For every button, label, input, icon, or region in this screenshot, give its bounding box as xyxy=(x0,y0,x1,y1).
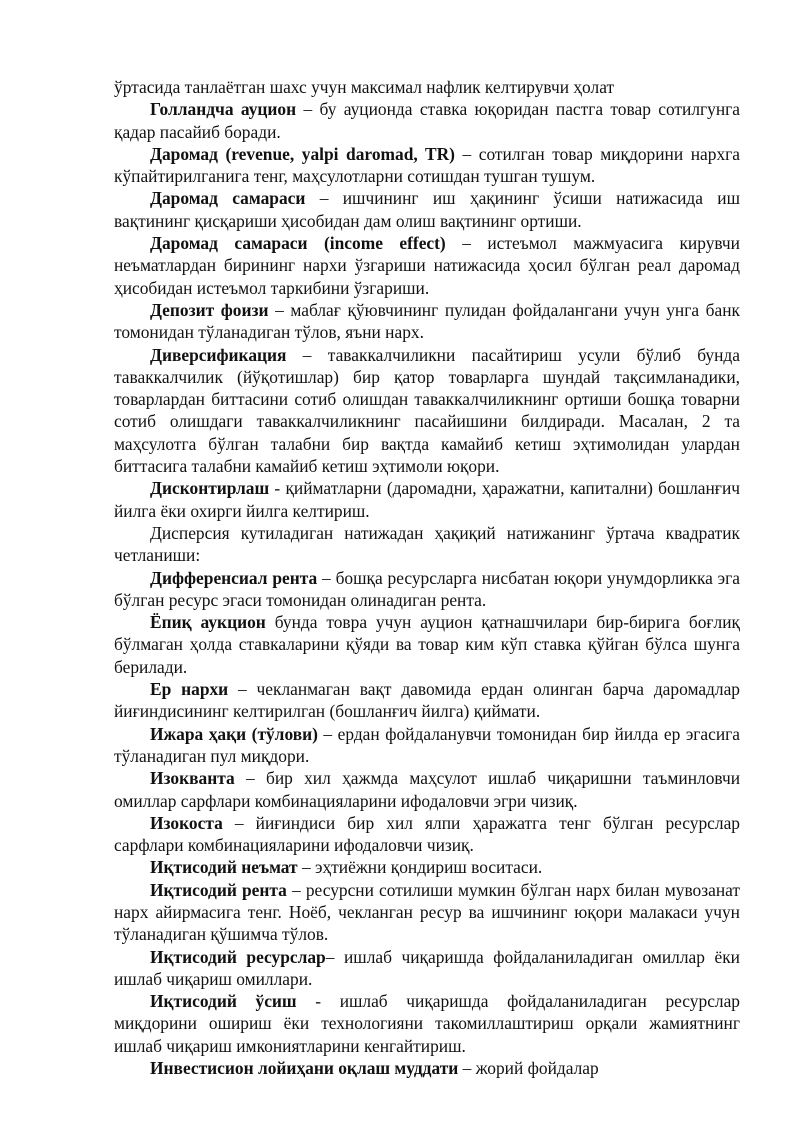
entry-term: Ёпиқ аукцион xyxy=(150,612,266,633)
entry-term: Даромад (revenue, yalpi daromad, TR) xyxy=(150,143,455,164)
entry-term: Иқтисодий неъмат xyxy=(150,857,298,878)
entry-term: Изокоста xyxy=(150,812,223,833)
entry-body: – бир хил ҳажмда маҳсулот ишлаб чиқаришни таъминловчи омиллар сарфлари комбинацияларини ифодаловчи эгри чизиқ. xyxy=(114,768,740,811)
glossary-entry xyxy=(114,344,740,478)
document-page xyxy=(114,76,740,1079)
entry-body: - ишлаб чиқаришда фойдаланиладиган ресурслар миқдорини ошириш ёки технологияни такомиллаштириш орқали жамиятнинг ишлаб чиқариш имкониятларини кенгайтириш. xyxy=(114,991,740,1056)
entry-term: Ижара ҳақи (тўлови) xyxy=(150,723,318,744)
glossary-entry xyxy=(114,678,740,723)
glossary-entry xyxy=(114,611,740,678)
entry-body: – истеъмол мажмуасига кирувчи неъматлардан бирининг нархи ўзгариши натижасида ҳосил бўлган реал даромад ҳисобидан истеъмол таркибини ўзгариши. xyxy=(114,233,740,298)
entry-body: – эҳтиёжни қондириш воситаси. xyxy=(297,857,543,878)
entry-body: – таваккалчиликни пасайтириш усули бўлиб бунда таваккалчилик (йўқотишлар) бир қатор товарларга шундай тақсимланадики, товарлардан биттасини сотиб олишдан таваккалчиликнинг ортиши бошқа товарни сотиб олишдаги таваккалчиликнинг пасайишини билдиради. Масалан, 2 та маҳсулотга бўлган талабни бир вақтда камайиб кетиш эҳтимолидан улардан биттасига талабни камайиб кетиш эҳтимоли юқори. xyxy=(114,344,740,477)
entry-body: - қийматларни (даромадни, ҳаражатни, капитални) бошланғич йилга ёки охирги йилга келтириш. xyxy=(114,478,740,521)
entry-body: – ишчининг иш ҳақининг ўсиши натижасида иш вақтининг қисқариши ҳисобидан дам олиш вақтининг ортиши. xyxy=(114,188,741,231)
glossary-entry-plain xyxy=(114,522,740,567)
entry-body: бунда товра учун ауцион қатнашчилари бир-бирига боғлиқ бўлмаган ҳолда ставкаларини қўяди ва товар ким кўп ставка қўйган бўлса шунга берилади. xyxy=(114,612,740,677)
entry-term: Иқтисодий ўсиш xyxy=(150,991,297,1012)
entry-body: – ресурсни сотилиши мумкин бўлган нарх билан мувозанат нарх айирмасига тенг. Ноёб, чекланган ресур ва ишчининг юқори малакаси учун тўланадиган қўшимча тўлов. xyxy=(114,879,740,945)
entry-term: Даромад самараси (income effect) xyxy=(150,233,446,254)
glossary-entry xyxy=(114,143,740,188)
entry-body: – бошқа ресурсларга нисбатан юқори унумдорликка эга бўлган ресурс эгаси томонидан олинадиган рента. xyxy=(114,567,740,610)
entry-term: Дисконтирлаш xyxy=(150,478,270,499)
entry-body: – жорий фойдалар xyxy=(458,1058,599,1079)
entry-body: – ишлаб чиқаришда фойдаланиладиган омиллар ёки ишлаб чиқариш омиллари. xyxy=(114,946,740,989)
glossary-entry xyxy=(114,477,740,522)
entry-body: – сотилган товар миқдорини нархга кўпайтирилганига тенг, маҳсулотларни сотишдан тушган тушум. xyxy=(114,143,740,187)
entry-body: – маблағ қўювчининг пулидан фойдалангани учун унга банк томонидан тўланадиган тўлов, яъни нарх. xyxy=(114,299,740,343)
entry-term: Даромад самараси xyxy=(150,188,306,209)
entry-term: Дифференсиал рента xyxy=(150,567,318,588)
entry-term: Иқтисодий ресурслар xyxy=(150,946,326,967)
entry-term: Депозит фоизи xyxy=(150,299,269,320)
entry-body: – чекланмаган вақт давомида ердан олинган барча даромадлар йиғиндисининг келтирилган (бошланғич йилга) қиймати. xyxy=(114,679,740,722)
glossary-entry xyxy=(114,812,740,857)
glossary-entry xyxy=(114,856,740,878)
glossary-entry xyxy=(114,187,740,232)
entry-body: ўртасида танлаётган шахс учун максимал нафлик келтирувчи ҳолат xyxy=(114,77,615,97)
glossary-entry xyxy=(114,879,740,946)
entry-term: Изокванта xyxy=(150,768,235,789)
entry-term: Иқтисодий рента xyxy=(150,879,287,900)
glossary-entry xyxy=(114,946,740,991)
glossary-entry-continuation xyxy=(114,76,740,98)
glossary-entry xyxy=(114,990,740,1057)
glossary-entry xyxy=(114,723,740,768)
glossary-entry xyxy=(114,98,740,143)
glossary-entry xyxy=(114,299,740,344)
glossary-entry xyxy=(114,567,740,612)
entry-term: Ер нархи xyxy=(150,679,229,700)
glossary-entry xyxy=(114,1057,740,1079)
entry-term: Диверсификация xyxy=(150,344,287,365)
entry-body: – ердан фойдаланувчи томонидан бир йилда ер эгасига тўланадиган пул миқдори. xyxy=(114,723,741,766)
entry-body: – бу ауционда ставка юқоридан пастга товар сотилгунга қадар пасайиб боради. xyxy=(114,99,740,142)
entry-term: Голландча ауцион xyxy=(150,99,297,120)
glossary-entry xyxy=(114,767,740,812)
entry-term: Инвестисион лойиҳани оқлаш муддати xyxy=(150,1058,459,1079)
glossary-entry xyxy=(114,232,740,299)
entry-body: Дисперсия кутиладиган натижадан ҳақиқий натижанинг ўртача квадратик четланиши: xyxy=(114,522,740,566)
entry-body: – йиғиндиси бир хил ялпи ҳаражатга тенг бўлган ресурслар сарфлари комбинацияларини ифодаловчи чизиқ. xyxy=(114,812,740,856)
